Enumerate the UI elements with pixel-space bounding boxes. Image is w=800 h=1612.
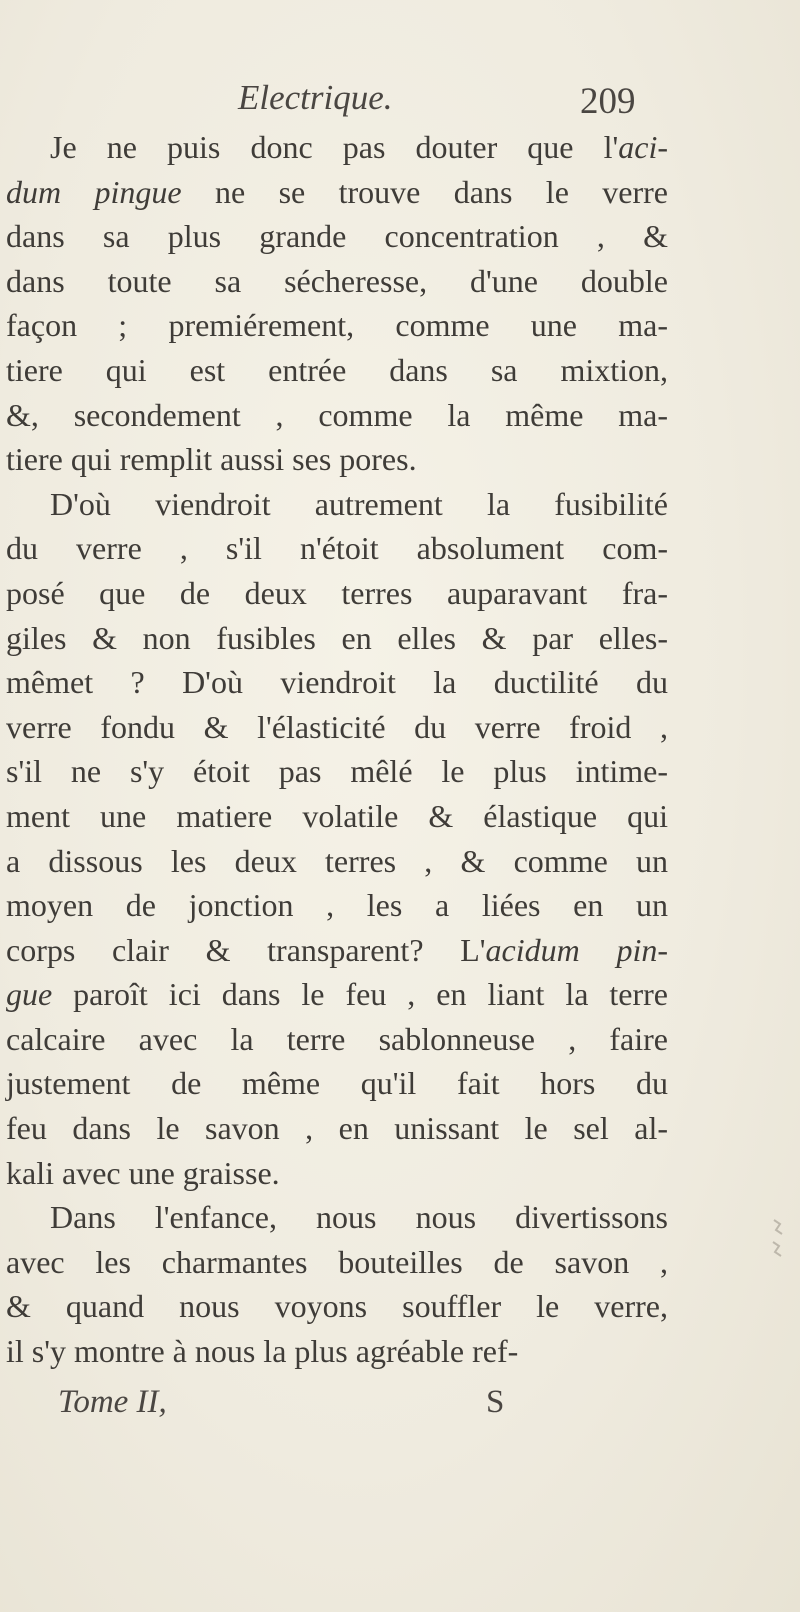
text-line	[6, 794, 668, 839]
text-run: ment une matiere volatile & élastique qui	[6, 797, 668, 834]
text-run: Je ne puis donc pas douter que l'	[50, 129, 619, 165]
text-run: s'il ne s'y étoit pas mêlé le plus intime-	[6, 753, 668, 790]
text-run: il s'y montre à nous la plus agréable ref-	[6, 1333, 519, 1370]
text-run: verre fondu & l'élasticité du verre froid ,	[6, 708, 668, 745]
text-line	[6, 1017, 668, 1062]
text-line	[6, 1106, 668, 1151]
text-line	[6, 1061, 668, 1106]
text-line	[6, 170, 668, 215]
text-run: ne se trouve dans le verre	[181, 173, 669, 210]
text-line	[6, 1240, 668, 1285]
text-line	[6, 616, 668, 661]
text-run: giles & non fusibles en elles & par elles-	[6, 619, 668, 656]
text-run: dans sa plus grande concentration , &	[6, 218, 668, 255]
italic-text: gue	[6, 976, 53, 1013]
text-run: kali avec une graisse.	[6, 1154, 280, 1191]
text-line	[6, 571, 668, 616]
text-run: paroît ici dans le feu , en liant la terre	[52, 976, 668, 1013]
paragraph	[6, 482, 668, 1196]
text-run: feu dans le savon , en unissant le sel al-	[6, 1110, 668, 1147]
text-run: corps clair & transparent? L'	[6, 931, 486, 968]
text-run: du verre , s'il n'étoit absolument com-	[6, 530, 668, 567]
text-line	[6, 749, 668, 794]
italic-text: dum pingue	[6, 173, 182, 210]
text-line	[6, 348, 668, 393]
body-text	[6, 125, 668, 1374]
text-run: calcaire avec la terre sablonneuse , faire	[6, 1020, 668, 1057]
text-run: moyen de jonction , les a liées en un	[6, 887, 668, 924]
text-line	[6, 125, 668, 170]
text-line	[6, 883, 668, 928]
text-run: posé que de deux terres auparavant fra-	[6, 574, 668, 611]
text-line	[6, 214, 668, 259]
text-line	[6, 393, 668, 438]
text-line	[6, 1284, 668, 1329]
text-run: D'où viendroit autrement la fusibilité	[50, 485, 668, 522]
text-run: a dissous les deux terres , & comme un	[6, 842, 668, 879]
text-line	[6, 660, 668, 705]
text-line	[6, 1151, 668, 1196]
paragraph	[6, 1195, 668, 1373]
text-run: & quand nous voyons souffler le verre,	[6, 1288, 668, 1325]
text-run: Dans l'enfance, nous nous divertissons	[50, 1199, 668, 1236]
text-line	[6, 259, 668, 304]
text-line	[6, 1329, 668, 1374]
text-run: façon ; premiérement, comme une ma-	[6, 307, 668, 344]
text-line	[6, 526, 668, 571]
paragraph	[6, 125, 668, 482]
text-line	[6, 705, 668, 750]
page-number: 209	[580, 81, 636, 122]
text-run: mêmet ? D'où viendroit la ductilité du	[6, 664, 668, 701]
text-run: tiere qui est entrée dans sa mixtion,	[6, 351, 668, 388]
ink-smudge-icon	[770, 1216, 786, 1260]
italic-text: acidum pin-	[485, 931, 669, 968]
text-line	[6, 839, 668, 884]
text-run: dans toute sa sécheresse, d'une double	[6, 262, 668, 299]
running-title: Electrique.	[238, 78, 393, 117]
text-line	[6, 437, 668, 482]
text-run: tiere qui remplit aussi ses pores.	[6, 441, 417, 478]
text-run: avec les charmantes bouteilles de savon ,	[6, 1243, 668, 1280]
text-run: justement de même qu'il fait hors du	[6, 1065, 668, 1102]
text-line	[6, 303, 668, 348]
volume-marker: Tome II,	[58, 1384, 167, 1420]
signature-mark: S	[486, 1384, 505, 1420]
text-run: &, secondement , comme la même ma-	[6, 396, 668, 433]
text-line	[6, 482, 668, 527]
text-line	[6, 972, 668, 1017]
text-line	[6, 928, 668, 973]
text-line	[6, 1195, 668, 1240]
italic-text: aci-	[618, 129, 668, 165]
page-footer	[0, 1384, 800, 1434]
